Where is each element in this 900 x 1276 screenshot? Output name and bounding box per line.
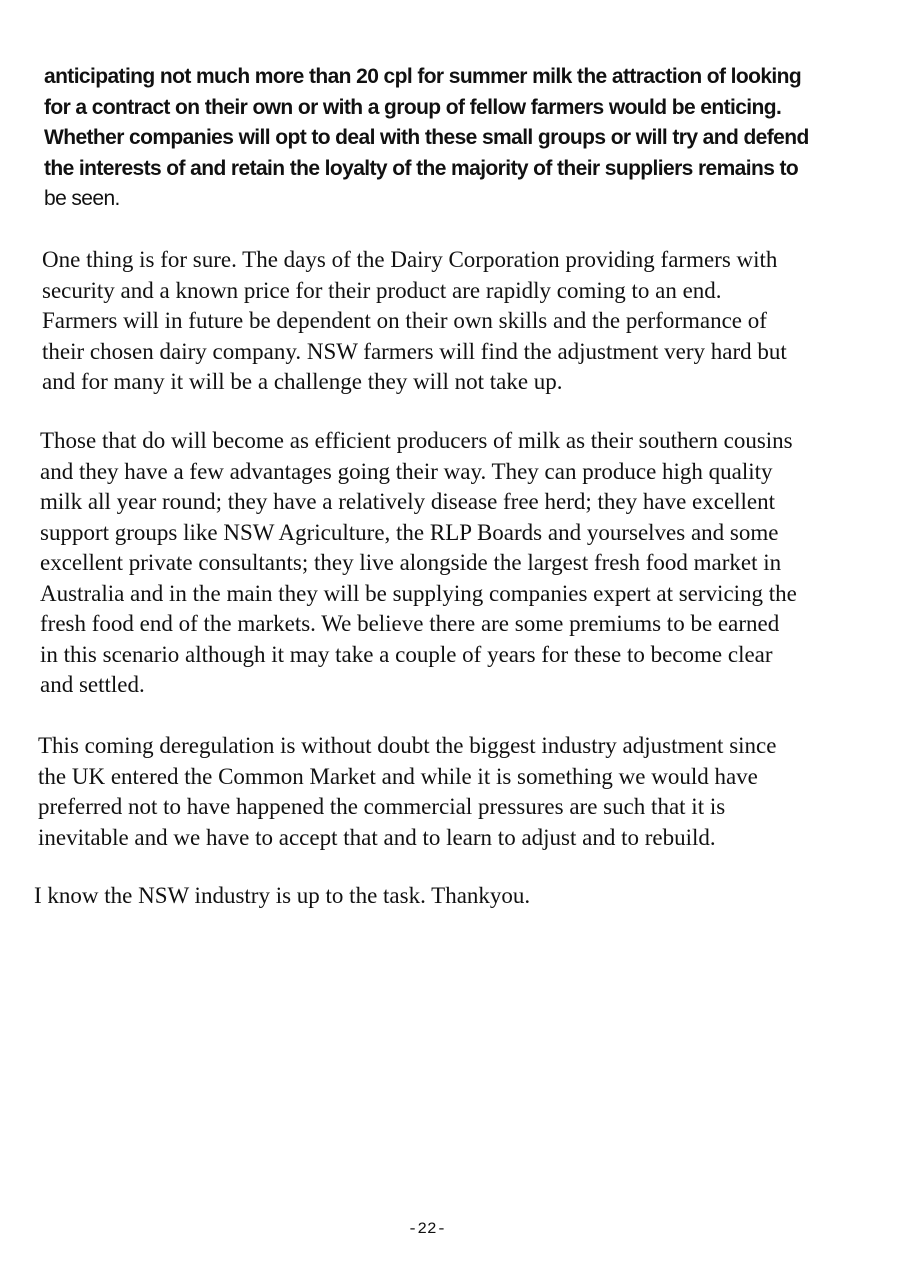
page-number: -22- [407, 1220, 447, 1238]
paragraph-2: One thing is for sure. The days of the Dairy Corporation providing farmers with security and a known price for their product are rapidly coming to an end. Farmers will in future be dependent on their own skills and the performance of their chosen dairy company. NSW farmers will find the adjustment very hard but and for many it will be a challenge they will not take up. [42, 247, 787, 394]
paragraph-1 [44, 62, 874, 215]
paragraph-1-lines: anticipating not much more than 20 cpl for summer milk the attraction of looking for a contract on their own or with a group of fellow farmers would be enticing. Whether companies will opt to deal with these small groups or will try and defend the interests of and retain the loyalty of the majority of their suppliers remains to [44, 65, 809, 180]
paragraph-1-last-line: be seen. [44, 187, 120, 210]
paragraph-3: Those that do will become as efficient producers of milk as their southern cousins and they have a few advantages going their way. They can produce high quality milk all year round; they have a relatively disease free herd; they have excellent support groups like NSW Agriculture, the RLP Boards and yourselves and some excellent private consultants; they live alongside the largest fresh food market in Australia and in the main they will be supplying companies expert at servicing the fresh food end of the markets. We believe there are some premiums to be earned in this scenario although it may take a couple of years for these to become clear and settled. [40, 428, 797, 697]
paragraph-4: This coming deregulation is without doubt the biggest industry adjustment since the UK entered the Common Market and while it is something we would have preferred not to have happened the commercial pressures are such that it is inevitable and we have to accept that and to learn to adjust and to rebuild. [38, 733, 777, 850]
paragraph-5: I know the NSW industry is up to the task. Thankyou. [34, 883, 531, 908]
